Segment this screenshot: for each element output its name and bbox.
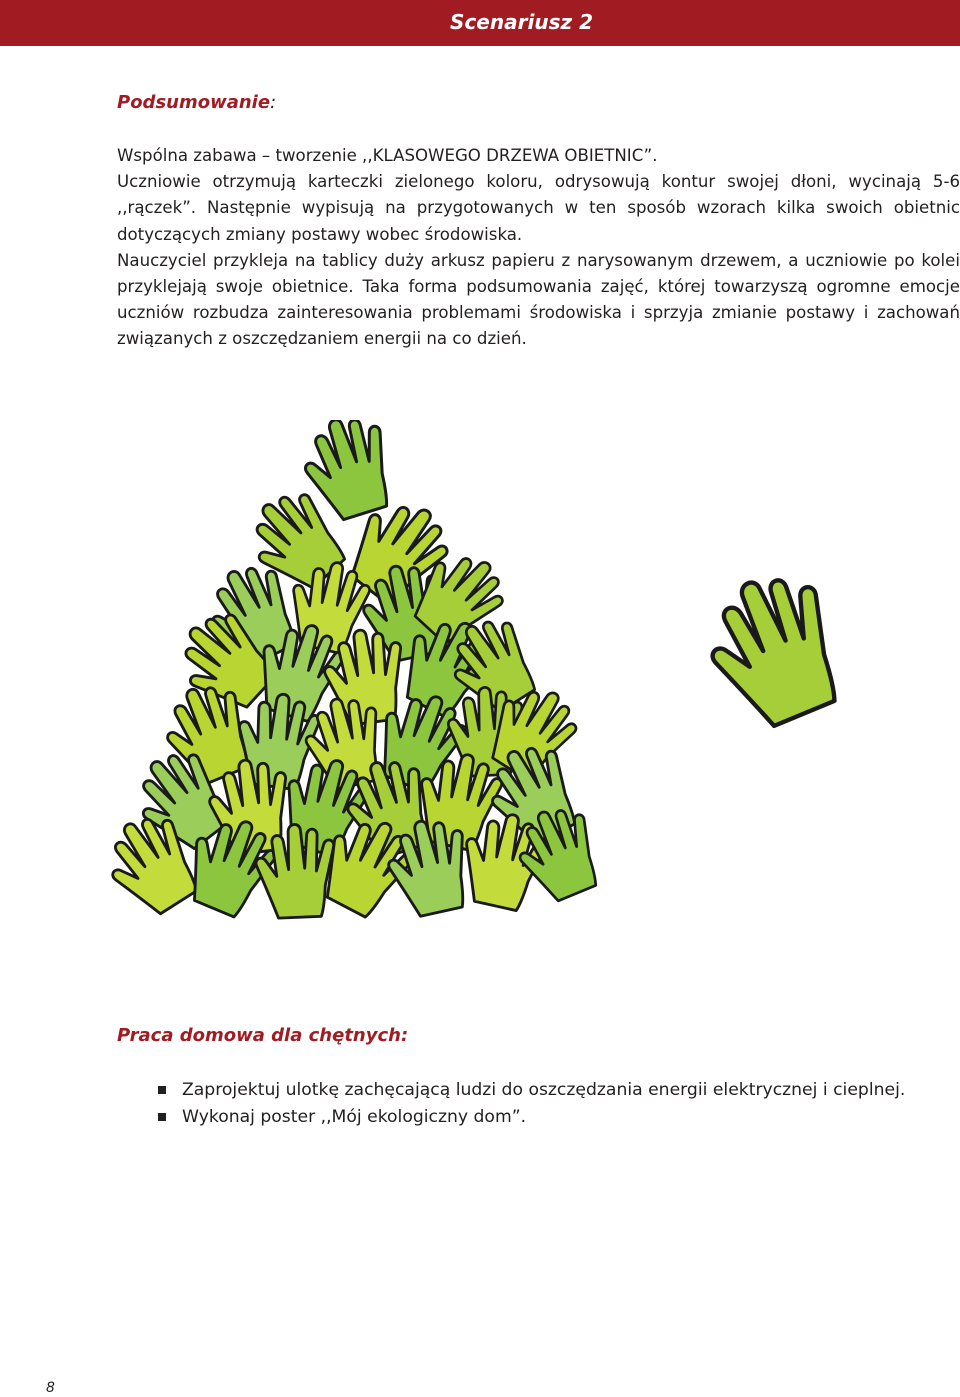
summary-body [117, 143, 960, 353]
summary-paragraph: Wspólna zabawa – tworzenie ,,KLASOWEGO DRZEWA OBIETNIC”. [117, 146, 658, 165]
homework-item: Wykonaj poster ,,Mój ekologiczny dom”. [158, 1104, 905, 1131]
hand-tree-illustration [0, 420, 960, 940]
summary-title: Podsumowanie [117, 92, 271, 113]
homework-title: Praca domowa dla chętnych: [117, 1025, 409, 1046]
summary-heading [117, 92, 276, 113]
homework-item: Zaprojektuj ulotkę zachęcającą ludzi do oszczędzania energii elektrycznej i cieplnej. [158, 1077, 905, 1104]
summary-colon: : [270, 92, 277, 113]
summary-paragraph: Nauczyciel przykleja na tablicy duży arkusz papieru z narysowanym drzewem, a uczniowie po kolei przyklejają swoje obietnice. Taka forma podsumowania zajęć, której towarzyszą ogromne emocje uczniów rozbudza zainteresowania problemami środowiska i sprzyja zmianie postawy i zachowań związanych z oszczędzaniem energii na co dzień. [117, 250, 960, 349]
single-hand-icon [690, 559, 860, 740]
header-title: Scenariusz 2 [450, 10, 593, 34]
summary-paragraph: Uczniowie otrzymują karteczki zielonego koloru, odrysowują kontur swojej dłoni, wycinają 5-6 ,,rączek”. Następnie wypisują na przygotowanych w ten sposób wzorach kilka swoich obietnic dotyczących zmiany postawy wobec środowiska. [117, 172, 960, 244]
page-number: 8 [46, 1380, 55, 1396]
homework-list [158, 1077, 905, 1131]
